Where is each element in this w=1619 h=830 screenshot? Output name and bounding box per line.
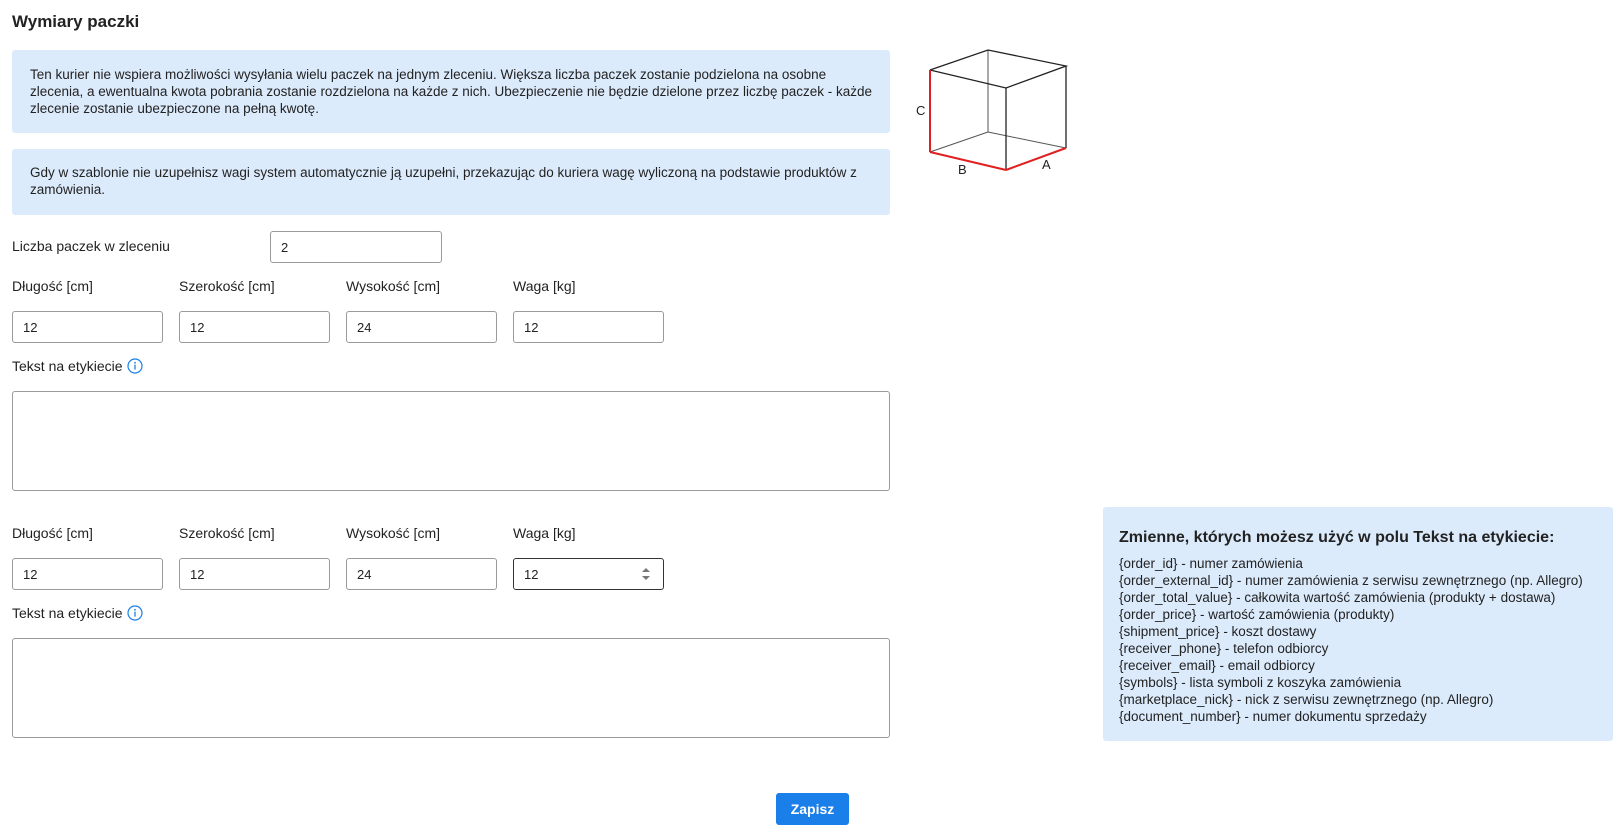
weight-input[interactable] [513,311,664,343]
height-label: Wysokość [cm] [346,525,440,541]
height-input[interactable] [346,311,497,343]
variable-item: {symbols} - lista symboli z koszyka zamówienia [1119,675,1402,690]
variable-item: {order_price} - wartość zamówienia (produkty) [1119,607,1395,622]
label-text-textarea[interactable] [12,391,890,491]
width-label: Szerokość [cm] [179,525,275,541]
height-label: Wysokość [cm] [346,278,440,294]
edge-b [930,152,1006,170]
edge-a [1006,148,1066,170]
weight-label: Waga [kg] [513,278,576,294]
label-text-heading [12,358,143,374]
variable-item: {order_total_value} - całkowita wartość zamówienia (produkty + dostawa) [1119,590,1556,605]
width-input[interactable] [179,558,330,590]
page-title: Wymiary paczki [12,12,140,31]
width-label: Szerokość [cm] [179,278,275,294]
variable-item: {receiver_phone} - telefon odbiorcy [1119,641,1329,656]
number-stepper-icon[interactable] [640,566,652,582]
label-text-heading [12,605,143,621]
save-button[interactable]: Zapisz [776,793,849,825]
label-text-label: Tekst na etykiecie [12,605,123,621]
weight-info: Gdy w szablonie nie uzupełnisz wagi system automatycznie ją uzupełni, przekazując do kuriera wagę wyliczoną na podstawie produktów z zamówienia. [12,149,890,215]
weight-label: Waga [kg] [513,525,576,541]
variable-item: {receiver_email} - email odbiorcy [1119,658,1315,673]
width-input[interactable] [179,311,330,343]
variable-item: {order_id} - numer zamówienia [1119,556,1303,571]
label-text-textarea[interactable] [12,638,890,738]
variables-title: Zmienne, których możesz użyć w polu Tekst na etykiecie: [1119,529,1555,546]
length-input[interactable] [12,558,163,590]
variables-list [1119,555,1597,725]
variable-item: {marketplace_nick} - nick z serwisu zewnętrznego (np. Allegro) [1119,692,1494,707]
variables-panel [1103,507,1613,741]
package-count-input[interactable] [270,231,442,263]
label-c: C [916,103,926,118]
box-dimensions-diagram [912,42,1082,182]
length-label: Długość [cm] [12,525,93,541]
label-a: A [1042,157,1051,172]
variable-item: {order_external_id} - numer zamówienia z serwisu zewnętrznego (np. Allegro) [1119,573,1583,588]
label-b: B [958,162,967,177]
variable-item: {document_number} - numer dokumentu sprzedaży [1119,709,1427,724]
length-input[interactable] [12,311,163,343]
height-input[interactable] [346,558,497,590]
multi-package-info: Ten kurier nie wspiera możliwości wysyłania wielu paczek na jednym zleceniu. Większa liczba paczek zostanie podzielona na osobne zlecenia, a ewentualna kwota pobrania zostanie rozdzielona na każde z nich. Ubezpieczenie nie będzie dzielone przez liczbę paczek - każde zlecenie zostanie ubezpieczone na pełną kwotę. [12,50,890,133]
label-text-label: Tekst na etykiecie [12,358,123,374]
variable-item: {shipment_price} - koszt dostawy [1119,624,1317,639]
info-icon[interactable] [127,358,143,374]
package-count-label: Liczba paczek w zleceniu [12,238,170,254]
length-label: Długość [cm] [12,278,93,294]
info-icon[interactable] [127,605,143,621]
